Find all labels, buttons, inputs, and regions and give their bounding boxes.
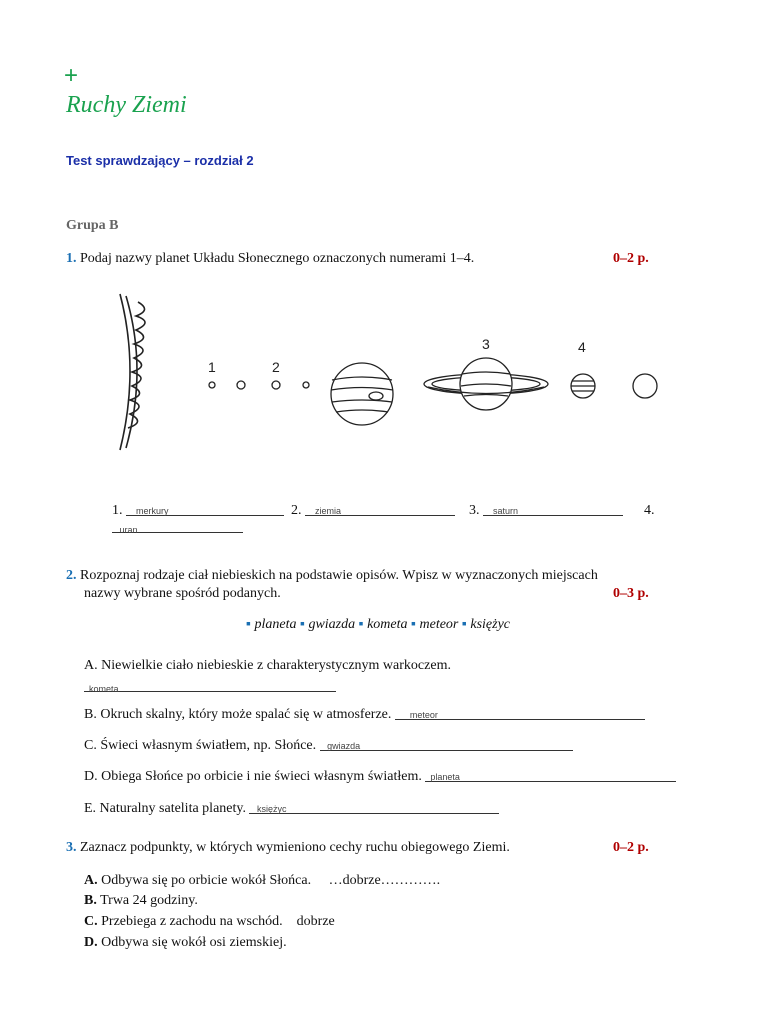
question-3-points: 0–2 p.	[613, 840, 649, 855]
option-text: Przebiega z zachodu na wschód.	[101, 914, 283, 929]
question-text: Rozpoznaj rodzaje ciał niebieskich na podstawie opisów. Wpisz w wyznaczonych miejscach	[80, 568, 598, 583]
word-bank-item: meteor	[419, 617, 459, 632]
option-note: …dobrze………….	[328, 873, 441, 888]
answer-value: księżyc	[257, 804, 287, 814]
q2-answer-a[interactable]	[84, 679, 336, 697]
q3-option-c[interactable]	[84, 914, 335, 930]
item-text: C. Świeci własnym światłem, np. Słońce.	[84, 738, 317, 753]
solar-system-diagram	[110, 290, 670, 460]
question-number: 2.	[66, 568, 77, 583]
option-letter: D.	[84, 935, 98, 950]
q2-answer-d[interactable]	[425, 769, 676, 782]
q2-answer-c[interactable]	[320, 738, 573, 751]
q2-item-d	[84, 769, 676, 785]
item-text: D. Obiega Słońce po orbicie i nie świeci własnym światłem.	[84, 769, 422, 784]
item-text: B. Okruch skalny, który może spalać się w atmosferze.	[84, 707, 392, 722]
option-letter: A.	[84, 873, 98, 888]
answer-number: 2.	[291, 503, 302, 518]
word-bank-item: planeta	[254, 617, 297, 632]
planet-venus	[237, 381, 245, 389]
answer-number: 1.	[112, 503, 123, 518]
option-text: Odbywa się wokół osi ziemskiej.	[101, 935, 287, 950]
q2-item-b	[84, 707, 645, 723]
q3-option-d[interactable]	[84, 935, 287, 951]
planet-label-4: 4	[578, 339, 586, 355]
planet-neptune	[633, 374, 657, 398]
answer-value: planeta	[430, 772, 460, 782]
planet-saturn	[424, 358, 548, 410]
answer-value: kometa	[89, 684, 119, 694]
word-bank-item: gwiazda	[308, 617, 356, 632]
q3-option-a[interactable]	[84, 873, 440, 889]
answer-value: gwiazda	[327, 741, 361, 751]
option-letter: C.	[84, 914, 98, 929]
question-1-points: 0–2 p.	[613, 251, 649, 266]
planet-label-1: 1	[208, 359, 216, 375]
question-number: 1.	[66, 251, 77, 266]
answer-field-1[interactable]	[126, 503, 284, 516]
question-number: 3.	[66, 840, 77, 855]
option-letter: B.	[84, 893, 97, 908]
answer-value: saturn	[493, 506, 519, 516]
planet-earth	[272, 381, 280, 389]
planet-label-2: 2	[272, 359, 280, 375]
sun-illustration	[120, 294, 145, 450]
word-bank-item: księżyc	[470, 617, 511, 632]
answer-value: meteor	[409, 710, 438, 720]
group-label: Grupa B	[66, 218, 119, 233]
page-subtitle: Test sprawdzający – rozdział 2	[66, 153, 254, 168]
question-text: Podaj nazwy planet Układu Słonecznego oznaczonych numerami 1–4.	[80, 251, 475, 266]
page-title: Ruchy Ziemi	[66, 92, 187, 118]
q2-item-c	[84, 738, 573, 754]
item-text: E. Naturalny satelita planety.	[84, 801, 246, 816]
planet-labels	[208, 336, 586, 375]
answer-value: merkury	[136, 506, 169, 516]
q3-option-b[interactable]	[84, 893, 198, 909]
answer-field-4[interactable]	[112, 520, 243, 538]
planet-label-3: 3	[482, 336, 490, 352]
planet-mars	[303, 382, 309, 388]
answer-value: ziemia	[315, 506, 342, 516]
answer-field-2[interactable]	[305, 503, 455, 516]
q2-item-a: A. Niewielkie ciało niebieskie z charakterystycznym warkoczem.	[84, 658, 451, 673]
question-2-points: 0–3 p.	[613, 586, 649, 601]
answer-value: uran	[119, 525, 138, 535]
q2-answer-b[interactable]	[395, 707, 645, 720]
option-text: Odbywa się po orbicie wokół Słońca.	[101, 873, 312, 888]
word-bank: ▪ planeta ▪ gwiazda ▪ kometa ▪ meteor ▪ księżyc	[246, 617, 511, 632]
option-note: dobrze	[296, 914, 335, 929]
answer-field-3[interactable]	[483, 503, 623, 516]
option-text: Trwa 24 godziny.	[100, 893, 198, 908]
question-1	[66, 251, 474, 267]
q2-item-e	[84, 801, 499, 817]
plus-icon: +	[64, 62, 79, 89]
answer-number: 4.	[644, 503, 655, 518]
planet-jupiter	[331, 363, 393, 425]
question-text: Zaznacz podpunkty, w których wymieniono cechy ruchu obiegowego Ziemi.	[80, 840, 510, 855]
word-bank-item: kometa	[367, 617, 408, 632]
planet-mercury	[209, 382, 215, 388]
q1-answer-line	[112, 503, 655, 519]
question-2	[66, 568, 598, 584]
question-3	[66, 840, 510, 856]
planet-uranus	[571, 374, 595, 398]
answer-number: 3.	[469, 503, 480, 518]
question-2-line2: nazwy wybrane spośród podanych.	[84, 586, 281, 601]
q2-answer-e[interactable]	[249, 801, 499, 814]
